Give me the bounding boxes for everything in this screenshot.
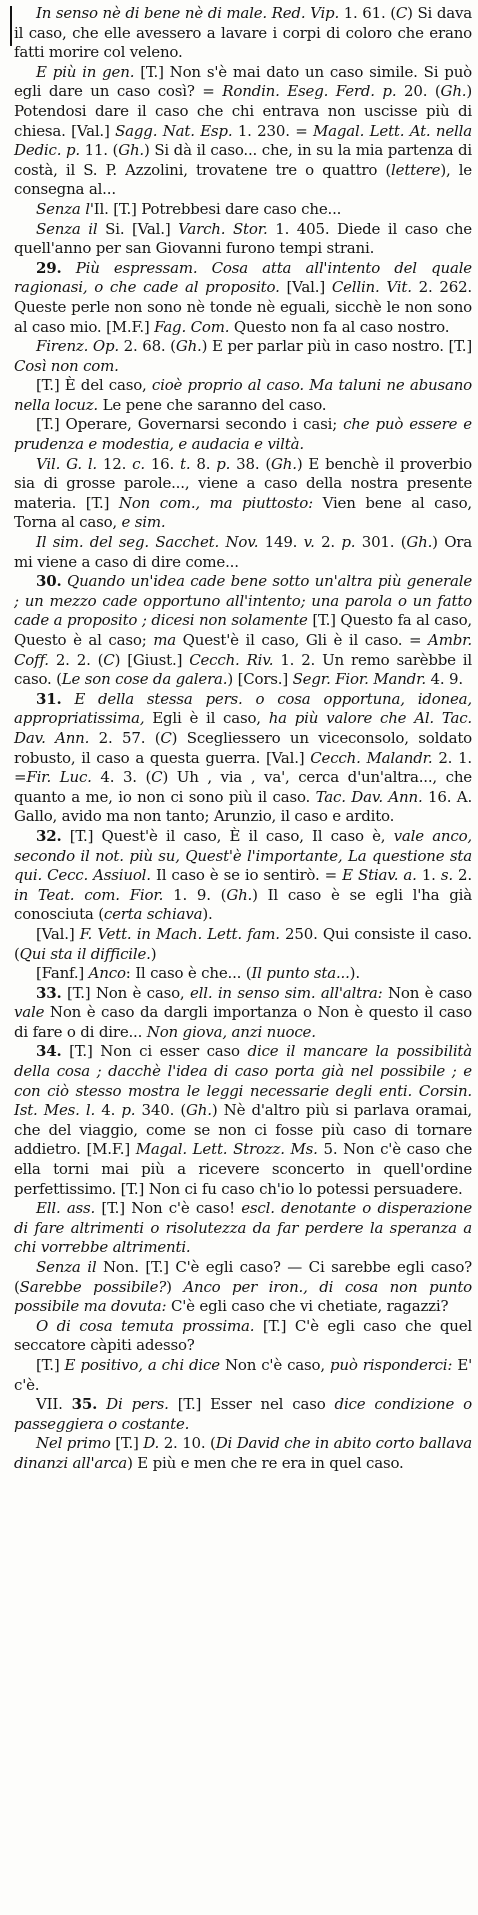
paragraph-18: Ell. ass. [T.] Non c'è caso! escl. denotante o disperazione di fare altrimenti o risolutezza da far perdere la speranza a chi vorrebbe altrimenti. xyxy=(14,1199,472,1257)
paragraph-9: Vil. G. l. 12. c. 16. t. 8. p. 38. (Gh.) E benchè il proverbio sia di grosse parole..., viene a caso della nostra presente materia. [T.] Non com., ma piuttosto: Vien bene al caso, Torna al caso, e sim. xyxy=(14,454,472,532)
paragraph-1: In senso nè di bene nè di male. Red. Vip. 1. 61. (C) Si dava il caso, che elle avessero a lavare i corpi di coloro che erano fatti morire col veleno. xyxy=(14,4,472,62)
section-32: 32. [T.] Quest'è il caso, È il caso, Il caso è, vale anco, secondo il not. più su, Quest'è l'importante, La questione sta qui. Cecc. Assiuol. Il caso è se io sentirò. = E Stiav. a. 1. s. 2. in Teat. com. Fior. 1. 9. (Gh.) Il caso è se egli l'ha già conosciuta (certa schiava). xyxy=(14,826,472,924)
paragraph-10: Il sim. del seg. Sacchet. Nov. 149. v. 2. p. 301. (Gh.) Ora mi viene a caso di dire come... xyxy=(14,533,473,571)
margin-rule xyxy=(10,6,12,46)
section-34: 34. [T.] Non ci esser caso dice il mancare la possibilità della cosa ; dacchè l'idea di caso porta già nel possibile ; e con ciò stesso mostra le leggi necessarie degli enti. Corsin. Ist. Mes. l. 4. p. 340. (Gh.) Nè d'altro più si parlava oramai, che del viaggio, come se non ci fosse più caso di tornare addietro. [M.F.] Magal. Lett. Strozz. Ms. 5. Non c'è caso che ella torni mai più a ricevere sconcerto in quell'ordine perfettissimo. [T.] Non ci fu caso ch'io lo potessi persuadere. xyxy=(14,1042,473,1198)
paragraph-19: Senza il Non. [T.] C'è egli caso? — Ci sarebbe egli caso? (Sarebbe possibile?) Anco per iron., di cosa non punto possibile ma dovuta: C'è egli caso che vi chetiate, ragazzi? xyxy=(14,1258,472,1316)
paragraph-4: Senza il Si. [Val.] Varch. Stor. 1. 405. Diede il caso che quell'anno per san Giovanni furono tempi strani. xyxy=(14,219,472,258)
paragraph-21: [T.] E positivo, a chi dice Non c'è caso, può risponderci: E' c'è. xyxy=(14,1355,472,1394)
section-35: VII. 35. Di pers. [T.] Esser nel caso dice condizione o passeggiera o costante. xyxy=(14,1395,473,1433)
section-30: 30. Quando un'idea cade bene sotto un'altra più generale ; un mezzo cade opportuno all'intento; una parola o un fatto cade a proposito ; dicesi non solamente [T.] Questo fa al caso, Questo è al caso; ma Quest'è il caso, Gli è il caso. = Ambr. Coff. 2. 2. (C) [Giust.] Cecch. Riv. 1. 2. Un remo sarèbbe il caso. (Le son cose da galera.) [Cors.] Segr. Fior. Mandr. 4. 9. xyxy=(14,572,473,689)
paragraph-3: Senza l'Il. [T.] Potrebbesi dare caso che... xyxy=(36,199,342,218)
section-31: 31. E della stessa pers. o cosa opportuna, idonea, appropriatissima, Egli è il caso, ha più valore che Al. Tac. Dav. Ann. 2. 57. (C) Scegliessero un viceconsolo, soldato robusto, il caso a questa guerra. [Val.] Cecch. Malandr. 2. 1. =Fir. Luc. 4. 3. (C) Uh , via , va', cerca d'un'altra..., che quanto a me, io non ci sono più il caso. Tac. Dav. Ann. 16. A. Gallo, avido ma non tanto; Arunzio, il caso e ardito. xyxy=(14,689,473,826)
paragraph-6: Firenz. Op. 2. 68. (Gh.) E per parlar più in caso nostro. [T.] Così non com. xyxy=(14,337,472,375)
section-33: 33. [T.] Non è caso, ell. in senso sim. all'altra: Non è caso vale Non è caso da dargli importanza o Non è questo il caso di fare o di dire... Non giova, anzi nuoce. xyxy=(14,983,473,1041)
dictionary-entry-text xyxy=(14,4,472,1474)
section-29: 29. Più espressam. Cosa atta all'intento del quale ragionasi, o che cade al proposito. [Val.] Cellin. Vit. 2. 262. Queste perle non sono nè tonde nè eguali, sicchè le non sono al caso mio. [M.F.] Fag. Com. Questo non fa al caso nostro. xyxy=(14,258,472,336)
paragraph-23: Nel primo [T.] D. 2. 10. (Di David che in abito corto ballava dinanzi all'arca) E più e men che re era in quel caso. xyxy=(14,1434,472,1472)
paragraph-7: [T.] È del caso, cioè proprio al caso. Ma taluni ne abusano nella locuz. Le pene che saranno del caso. xyxy=(14,376,472,414)
paragraph-15: [Fanf.] Anco: Il caso è che... (Il punto sta...). xyxy=(36,964,360,983)
paragraph-2: E più in gen. [T.] Non s'è mai dato un caso simile. Si può egli dare un caso così? = Rondin. Eseg. Ferd. p. 20. (Gh.) Potendosi dare il caso che chi entrava non uscisse più di chiesa. [Val.] Sagg. Nat. Esp. 1. 230. = Magal. Lett. At. nella Dedic. p. 11. (Gh.) Si dà il caso... che, in su la mia partenza di costà, il S. P. Azzolini, trovatene tre o quattro (lettere), le consegna al... xyxy=(14,62,473,199)
paragraph-20: O di cosa temuta prossima. [T.] C'è egli caso che quel seccatore càpiti adesso? xyxy=(14,1316,473,1355)
paragraph-8: [T.] Operare, Governarsi secondo i casi; che può essere e prudenza e modestia, e audacia e viltà. xyxy=(14,415,472,454)
paragraph-14: [Val.] F. Vett. in Mach. Lett. fam. 250. Qui consiste il caso. (Qui sta il difficile.) xyxy=(14,924,472,963)
